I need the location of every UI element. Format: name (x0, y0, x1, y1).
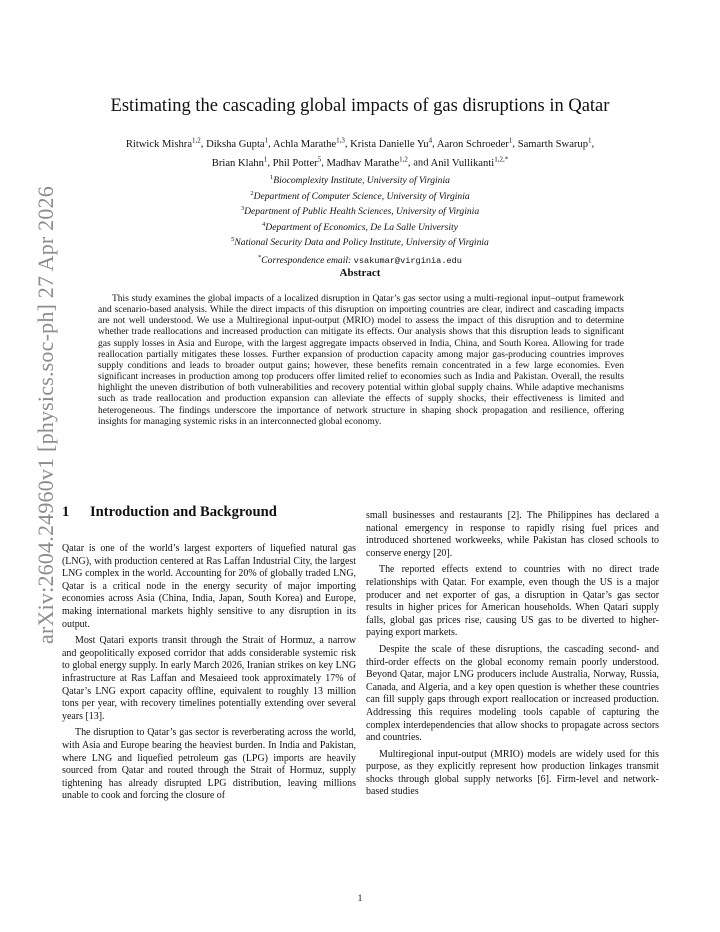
body-paragraph: Despite the scale of these disruptions, the cascading second- and third-order effects on the global economy remain poorly understood. Beyond Qatar, major LNG producers include Australia, Norway, Russia, Canada, and Algeria, and a key open question is whether these countries can fill supply gaps through export reallocation or increased production. Addressing this requires modeling tools capable of capturing the complex interdependencies that allow shocks to propagate across sectors and countries. (366, 643, 659, 744)
right-column (366, 510, 659, 803)
author: Diksha Gupta$^1$ (206, 136, 269, 150)
abstract-text: This study examines the global impacts of a localized disruption in Qatar’s gas sector using a multi-regional input–output framework and scenario-based analysis. While the direct impacts of this disruption on importing countries are clear, indirect and cascading impacts are not well understood. We use a Multiregional input-output (MRIO) model to assess the impact of this disruption and to determine whether trade reallocations and increased production can mitigate its effects. Our analysis shows that this disruption leads to significant gas supply losses in Asia and Europe, with the largest aggregate impacts observed in India, China, and South Korea. Allowing for trade reallocation partially mitigates these losses. Further expansion of production capacity among major gas-producing countries improves supply conditions and leads to broader output gains; however, these benefits remain concentrated in a few large economies. Even significant increases in production among top producers offer limited relief to economies such as India and Pakistan. Overall, the results highlight the uneven distribution of both vulnerabilities and recovery potential within global supply chains. While adaptive mechanisms such as trade reallocation and production expansion can alleviate the effects of supply shocks, their effectiveness is limited and heterogeneous. The findings underscore the importance of network structure in shaping shock propagation and resilience, offering insights for managing systemic risks in an interconnected global economy. (98, 294, 624, 427)
correspondence-email[interactable]: vsakumar@virginia.edu (353, 256, 462, 267)
correspondence-line: *Correspondence email: vsakumar@virginia.edu (258, 253, 462, 267)
author: Brian Klahn$^1$ (211, 155, 268, 169)
affiliation: $^2$Department of Computer Science, University of Virginia (250, 189, 470, 202)
author: Anil Vullikanti$^{1,2,*}$ (430, 155, 509, 169)
author: Samarth Swarup$^1$ (517, 136, 592, 150)
paper-title: Estimating the cascading global impacts of gas disruptions in Qatar (110, 96, 610, 116)
author: Krista Danielle Yu$^4$ (350, 136, 433, 150)
left-column (62, 543, 356, 807)
page-number: 1 (357, 894, 363, 904)
author: Phil Potter$^5$ (272, 155, 322, 169)
authors-conjunction: and (413, 157, 429, 169)
arxiv-identifier-text: arXiv:2604.24960v1 [physics.soc-ph] 27 Apr 2026 (33, 186, 58, 644)
affiliation-list (120, 172, 600, 268)
body-paragraph: The disruption to Qatar’s gas sector is reverberating across the world, with Asia and Europe bearing the heaviest burden. In India and Pakistan, where LNG and liquefied petroleum gas (LPG) imports are heavily sourced from Qatar and routed through the Strait of Hormuz, supply tightening has already disrupted LPG distribution, leaving millions unable to cook and forcing the closure of (62, 727, 356, 802)
body-paragraph: Multiregional input-output (MRIO) models are widely used for this purpose, as they explicitly represent how production linkages transmit shocks through global supply networks [6]. Firm-level and network-based studies (366, 748, 659, 798)
abstract-heading: Abstract (339, 267, 381, 279)
author: Ritwick Mishra$^{1,2}$ (125, 136, 201, 150)
section-title: Introduction and Background (90, 504, 277, 520)
section-number: 1 (62, 504, 70, 520)
affiliation: $^4$Department of Economics, De La Salle University (262, 220, 458, 233)
body-paragraph: small businesses and restaurants [2]. The Philippines has declared a national emergency in response to rapidly rising fuel prices and introduced shortened workweeks, while Pakistan has closed schools to conserve energy [20]. (366, 510, 659, 559)
body-paragraph: Qatar is one of the world’s largest exporters of liquefied natural gas (LNG), with production centered at Ras Laffan Industrial City, the largest LNG complex in the world. Accounting for 20% of globally traded LNG, Qatar is a critical node in the energy security of major importing economies across Asia (China, India, Japan, South Korea) and Europe, making international markets highly sensitive to any disruption in its output. (62, 543, 356, 630)
affiliation: $^5$National Security Data and Policy Institute, University of Virginia (231, 236, 489, 249)
body-paragraph: Most Qatari exports transit through the Strait of Hormuz, a narrow and geopolitically exposed corridor that adds considerable systemic risk to global energy supply. In early March 2026, Iranian strikes on key LNG infrastructure at Ras Laffan and Mesaieed took approximately 17% of Qatar’s LNG export capacity offline, equivalent to roughly 13 million tons per year, with recovery timelines potentially extending over several years [13]. (62, 635, 356, 722)
author: Aaron Schroeder$^1$ (436, 136, 513, 150)
author: Achla Marathe$^{1,3}$ (272, 136, 345, 150)
author: Madhav Marathe$^{1,2}$ (326, 155, 408, 169)
body-paragraph: The reported effects extend to countries with no direct trade relationships with Qatar. For example, even though the US is a major producer and net exporter of gas, a disruption in Qatar’s gas sector results in higher prices for American households. When Qatari supply falls, global gas prices rise, causing US gas to be diverted to higher-paying export markets. (366, 564, 659, 639)
author-list: Ritwick Mishra$^{1,2}$, Diksha Gupta$^1$, Achla Marathe$^{1,3}$, Krista Danielle Yu$^4$, Aaron Schroeder$^1$, Samarth Swarup$^1$, Brian Klahn$^1$, Phil Potter$^5$, Madhav Marathe$^{1,2}$, and Anil Vullikanti$^{1,2,*}$ (125, 136, 595, 169)
affiliation: $^3$Department of Public Health Sciences, University of Virginia (240, 205, 480, 218)
affiliation: $^1$Biocomplexity Institute, University of Virginia (270, 174, 450, 187)
section-heading (62, 504, 356, 521)
